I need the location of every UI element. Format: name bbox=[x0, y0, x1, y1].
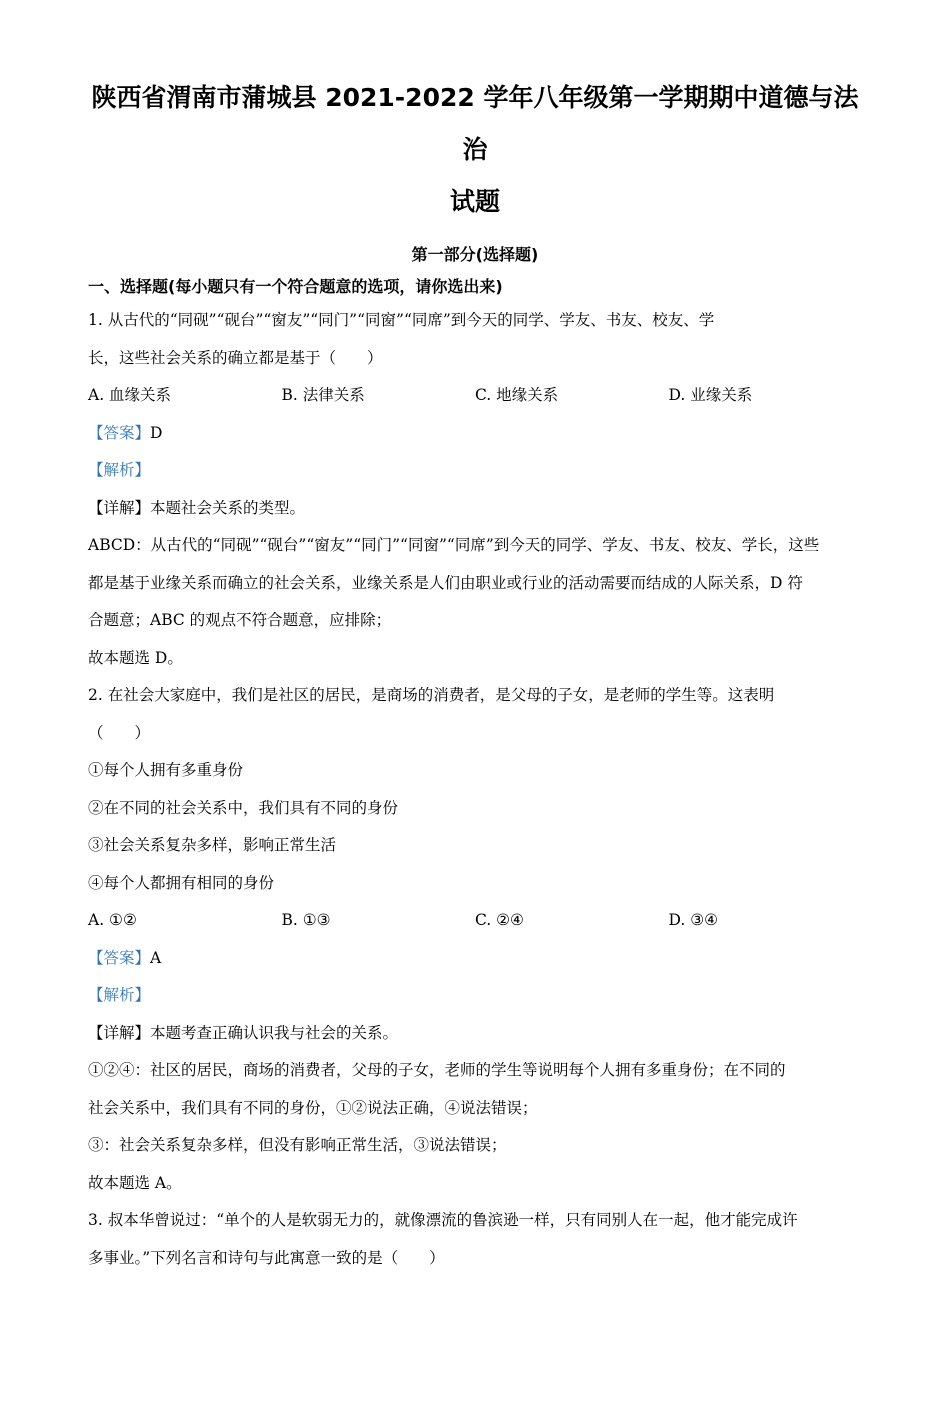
q1-options bbox=[88, 377, 862, 415]
detail-label: 【详解】 bbox=[88, 498, 151, 517]
q2-explanation-line-3: ③：社会关系复杂多样，但没有影响正常生活，③说法错误； bbox=[88, 1136, 507, 1154]
title-line-1: 陕西省渭南市蒲城县 2021-2022 学年八年级第一学期期中道德与法治 bbox=[91, 83, 859, 164]
q2-option-b: B. ①③ bbox=[281, 911, 331, 929]
q2-answer bbox=[88, 940, 862, 978]
question-2 bbox=[88, 677, 862, 1202]
part-heading: 第一部分(选择题) bbox=[411, 245, 539, 264]
q3-stem-line-2: 多事业。”下列名言和诗句与此寓意一致的是（ ） bbox=[88, 1248, 445, 1267]
q1-stem-line-1: 1. 从古代的“同砚”“砚台”“窗友”“同门”“同窗”“同席”到今天的同学、学友、书友、校友、学 bbox=[88, 311, 715, 329]
q2-item-4: ④每个人都拥有相同的身份 bbox=[88, 873, 275, 892]
q1-option-d: D. 业缘关系 bbox=[668, 386, 753, 404]
document-title bbox=[88, 72, 862, 228]
q2-option-d: D. ③④ bbox=[668, 911, 719, 929]
q2-explanation-line-1: ①②④：社区的居民，商场的消费者，父母的子女，老师的学生等说明每个人拥有多重身份；在不同的 bbox=[88, 1061, 786, 1079]
answer-label: 【答案】 bbox=[88, 948, 151, 967]
document-page bbox=[0, 72, 950, 1416]
q2-answer-value: A bbox=[150, 948, 162, 967]
q1-answer bbox=[88, 415, 862, 453]
q2-stem-line-1: 2. 在社会大家庭中，我们是社区的居民，是商场的消费者，是父母的子女，是老师的学生等。这表明 bbox=[88, 686, 775, 704]
q1-analysis bbox=[88, 452, 862, 490]
section-heading: 一、选择题(每小题只有一个符合题意的选项，请你选出来) bbox=[88, 277, 503, 296]
q1-explanation-line-2: 都是基于业缘关系而确立的社会关系，业缘关系是人们由职业或行业的活动需要而结成的人际关系，D 符 bbox=[88, 573, 803, 592]
analysis-label: 【解析】 bbox=[88, 461, 151, 479]
q1-explanation-line-1: ABCD：从古代的“同砚”“砚台”“窗友”“同门”“同窗”“同席”到今天的同学、学友、书友、校友、学长，这些 bbox=[88, 536, 820, 554]
q2-item-1: ①每个人拥有多重身份 bbox=[88, 761, 244, 779]
q2-conclusion: 故本题选 A。 bbox=[88, 1173, 182, 1192]
q3-stem-line-1: 3. 叔本华曾说过：“单个的人是软弱无力的，就像漂流的鲁滨逊一样，只有同别人在一起，他才能完成许 bbox=[88, 1211, 798, 1229]
q1-option-c: C. 地缘关系 bbox=[475, 386, 559, 404]
analysis-label: 【解析】 bbox=[88, 986, 151, 1004]
q2-explanation-line-2: 社会关系中，我们具有不同的身份，①②说法正确，④说法错误； bbox=[88, 1098, 538, 1117]
q2-options bbox=[88, 902, 862, 940]
q1-answer-value: D bbox=[150, 423, 163, 442]
q2-stem-line-2: （ ） bbox=[88, 723, 151, 742]
q1-stem-line-2: 长，这些社会关系的确立都是基于（ ） bbox=[88, 348, 383, 367]
q1-option-a: A. 血缘关系 bbox=[88, 386, 172, 404]
q1-option-b: B. 法律关系 bbox=[281, 386, 365, 404]
question-3 bbox=[88, 1202, 862, 1277]
title-line-2: 试题 bbox=[449, 187, 500, 216]
q2-item-2: ②在不同的社会关系中，我们具有不同的身份 bbox=[88, 798, 399, 817]
q1-explanation-line-3: 合题意；ABC 的观点不符合题意，应排除； bbox=[88, 611, 392, 629]
detail-label: 【详解】 bbox=[88, 1023, 151, 1042]
answer-label: 【答案】 bbox=[88, 423, 151, 442]
q2-detail bbox=[88, 1015, 862, 1053]
q2-detail-text: 本题考查正确认识我与社会的关系。 bbox=[150, 1023, 399, 1042]
q2-analysis bbox=[88, 977, 862, 1015]
question-1 bbox=[88, 302, 862, 677]
q1-detail-text: 本题社会关系的类型。 bbox=[150, 498, 306, 517]
q2-item-3: ③社会关系复杂多样，影响正常生活 bbox=[88, 836, 337, 854]
q2-option-c: C. ②④ bbox=[475, 911, 524, 929]
q2-option-a: A. ①② bbox=[88, 911, 137, 929]
q1-conclusion: 故本题选 D。 bbox=[88, 648, 183, 667]
q1-detail bbox=[88, 490, 862, 528]
